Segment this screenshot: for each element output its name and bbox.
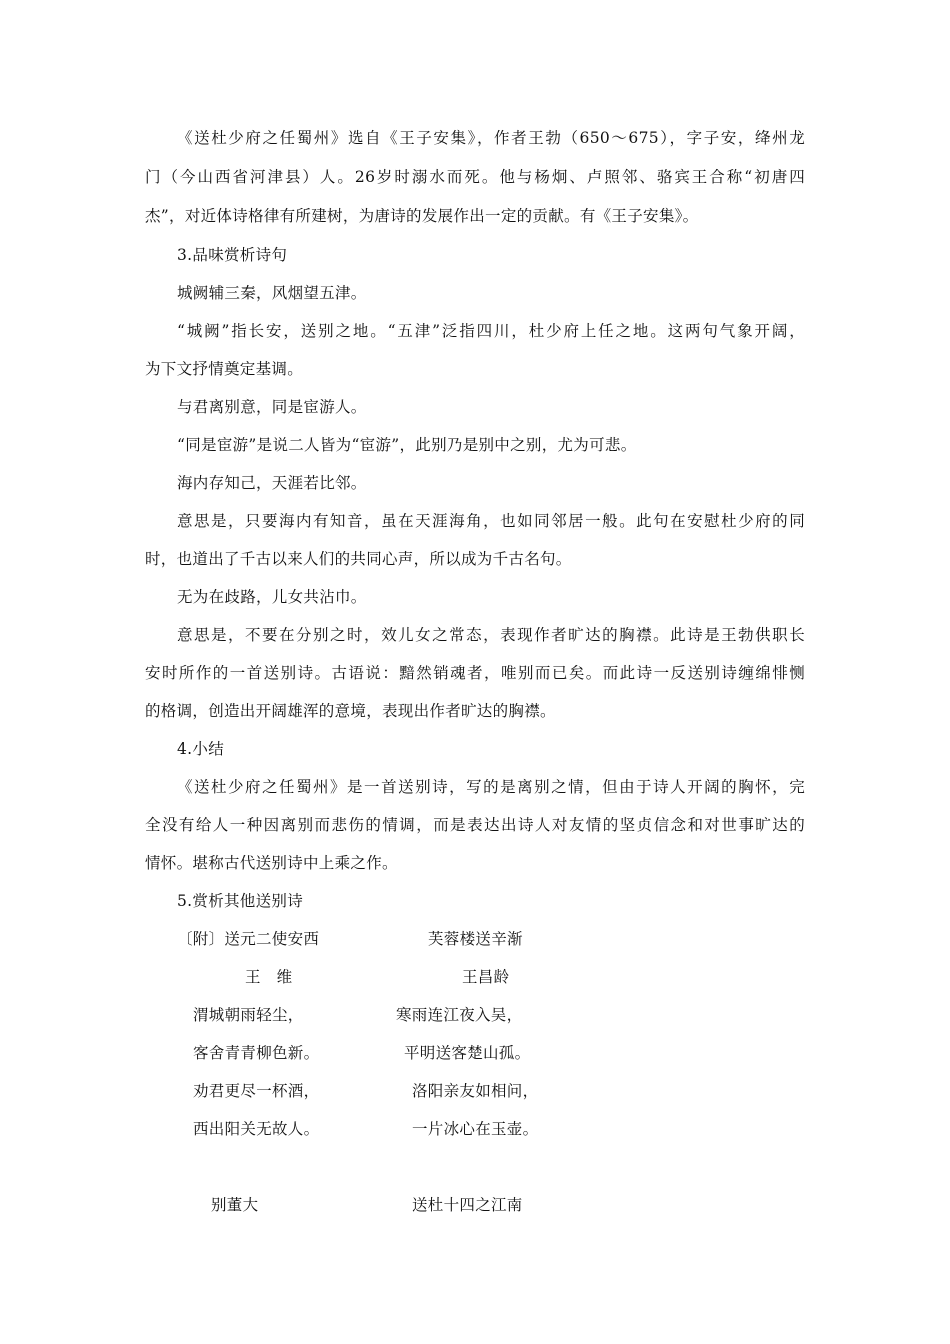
- poem-left-line-1: 渭城朝雨轻尘，: [193, 1006, 304, 1024]
- section-heading-4: 4.小结: [177, 740, 224, 758]
- verse-4: 无为在歧路，儿女共沾巾。: [177, 588, 367, 606]
- poem-right-author: 王昌龄: [462, 968, 510, 986]
- poem-left-author: 王 维: [245, 968, 293, 986]
- commentary-3-line-1: 意思是，只要海内有知音，虽在天涯海角，也如同邻居一般。此句在安慰杜少府的同: [177, 512, 805, 530]
- poem-left-line-3: 劝君更尽一杯酒，: [193, 1082, 320, 1100]
- poem-right-line-4: 一片冰心在玉壶。: [412, 1120, 539, 1138]
- next-poem-left-title: 别董大: [211, 1196, 259, 1214]
- poem-right-line-1: 寒雨连江夜入吴，: [396, 1006, 523, 1024]
- commentary-3-line-2: 时，也道出了千古以来人们的共同心声，所以成为千古名句。: [145, 550, 572, 568]
- paragraph-intro-line-3: 杰”，对近体诗格律有所建树，为唐诗的发展作出一定的贡献。有《王子安集》。: [145, 207, 699, 225]
- poem-left-line-4: 西出阳关无故人。: [193, 1120, 320, 1138]
- section-heading-3: 3.品味赏析诗句: [177, 246, 288, 264]
- commentary-1-line-2: 为下文抒情奠定基调。: [145, 360, 304, 378]
- commentary-1-line-1: “城阙”指长安，送别之地。“五津”泛指四川，杜少府上任之地。这两句气象开阔，: [177, 322, 805, 340]
- paragraph-intro-line-1: 《送杜少府之任蜀州》选自《王子安集》，作者王勃（650～675），字子安，绛州龙: [177, 129, 805, 147]
- verse-2: 与君离别意，同是宦游人。: [177, 398, 367, 416]
- commentary-4-line-2: 安时所作的一首送别诗。古语说：黯然销魂者，唯别而已矣。而此诗一反送别诗缠绵悱恻: [145, 664, 805, 682]
- next-poem-right-title: 送杜十四之江南: [412, 1196, 523, 1214]
- paragraph-intro-line-2: 门（今山西省河津县）人。26岁时溺水而死。他与杨炯、卢照邻、骆宾王合称“初唐四: [145, 168, 805, 186]
- poem-right-title: 芙蓉楼送辛渐: [428, 930, 523, 948]
- section-heading-5: 5.赏析其他送别诗: [177, 892, 303, 910]
- commentary-4-line-3: 的格调，创造出开阔雄浑的意境，表现出作者旷达的胸襟。: [145, 702, 556, 720]
- poem-right-line-2: 平明送客楚山孤。: [404, 1044, 531, 1062]
- poem-left-title: 〔附〕送元二使安西: [177, 930, 320, 948]
- verse-3: 海内存知己，天涯若比邻。: [177, 474, 367, 492]
- summary-line-3: 情怀。堪称古代送别诗中上乘之作。: [145, 854, 398, 872]
- verse-1: 城阙辅三秦，风烟望五津。: [177, 284, 367, 302]
- commentary-2: “同是宦游”是说二人皆为“宦游”，此别乃是别中之别，尤为可悲。: [177, 436, 637, 454]
- poem-left-line-2: 客舍青青柳色新。: [193, 1044, 320, 1062]
- summary-line-1: 《送杜少府之任蜀州》是一首送别诗，写的是离别之情，但由于诗人开阔的胸怀，完: [177, 778, 805, 796]
- summary-line-2: 全没有给人一种因离别而悲伤的情调，而是表达出诗人对友情的坚贞信念和对世事旷达的: [145, 816, 805, 834]
- poem-right-line-3: 洛阳亲友如相问，: [412, 1082, 539, 1100]
- commentary-4-line-1: 意思是，不要在分别之时，效儿女之常态，表现作者旷达的胸襟。此诗是王勃供职长: [177, 626, 805, 644]
